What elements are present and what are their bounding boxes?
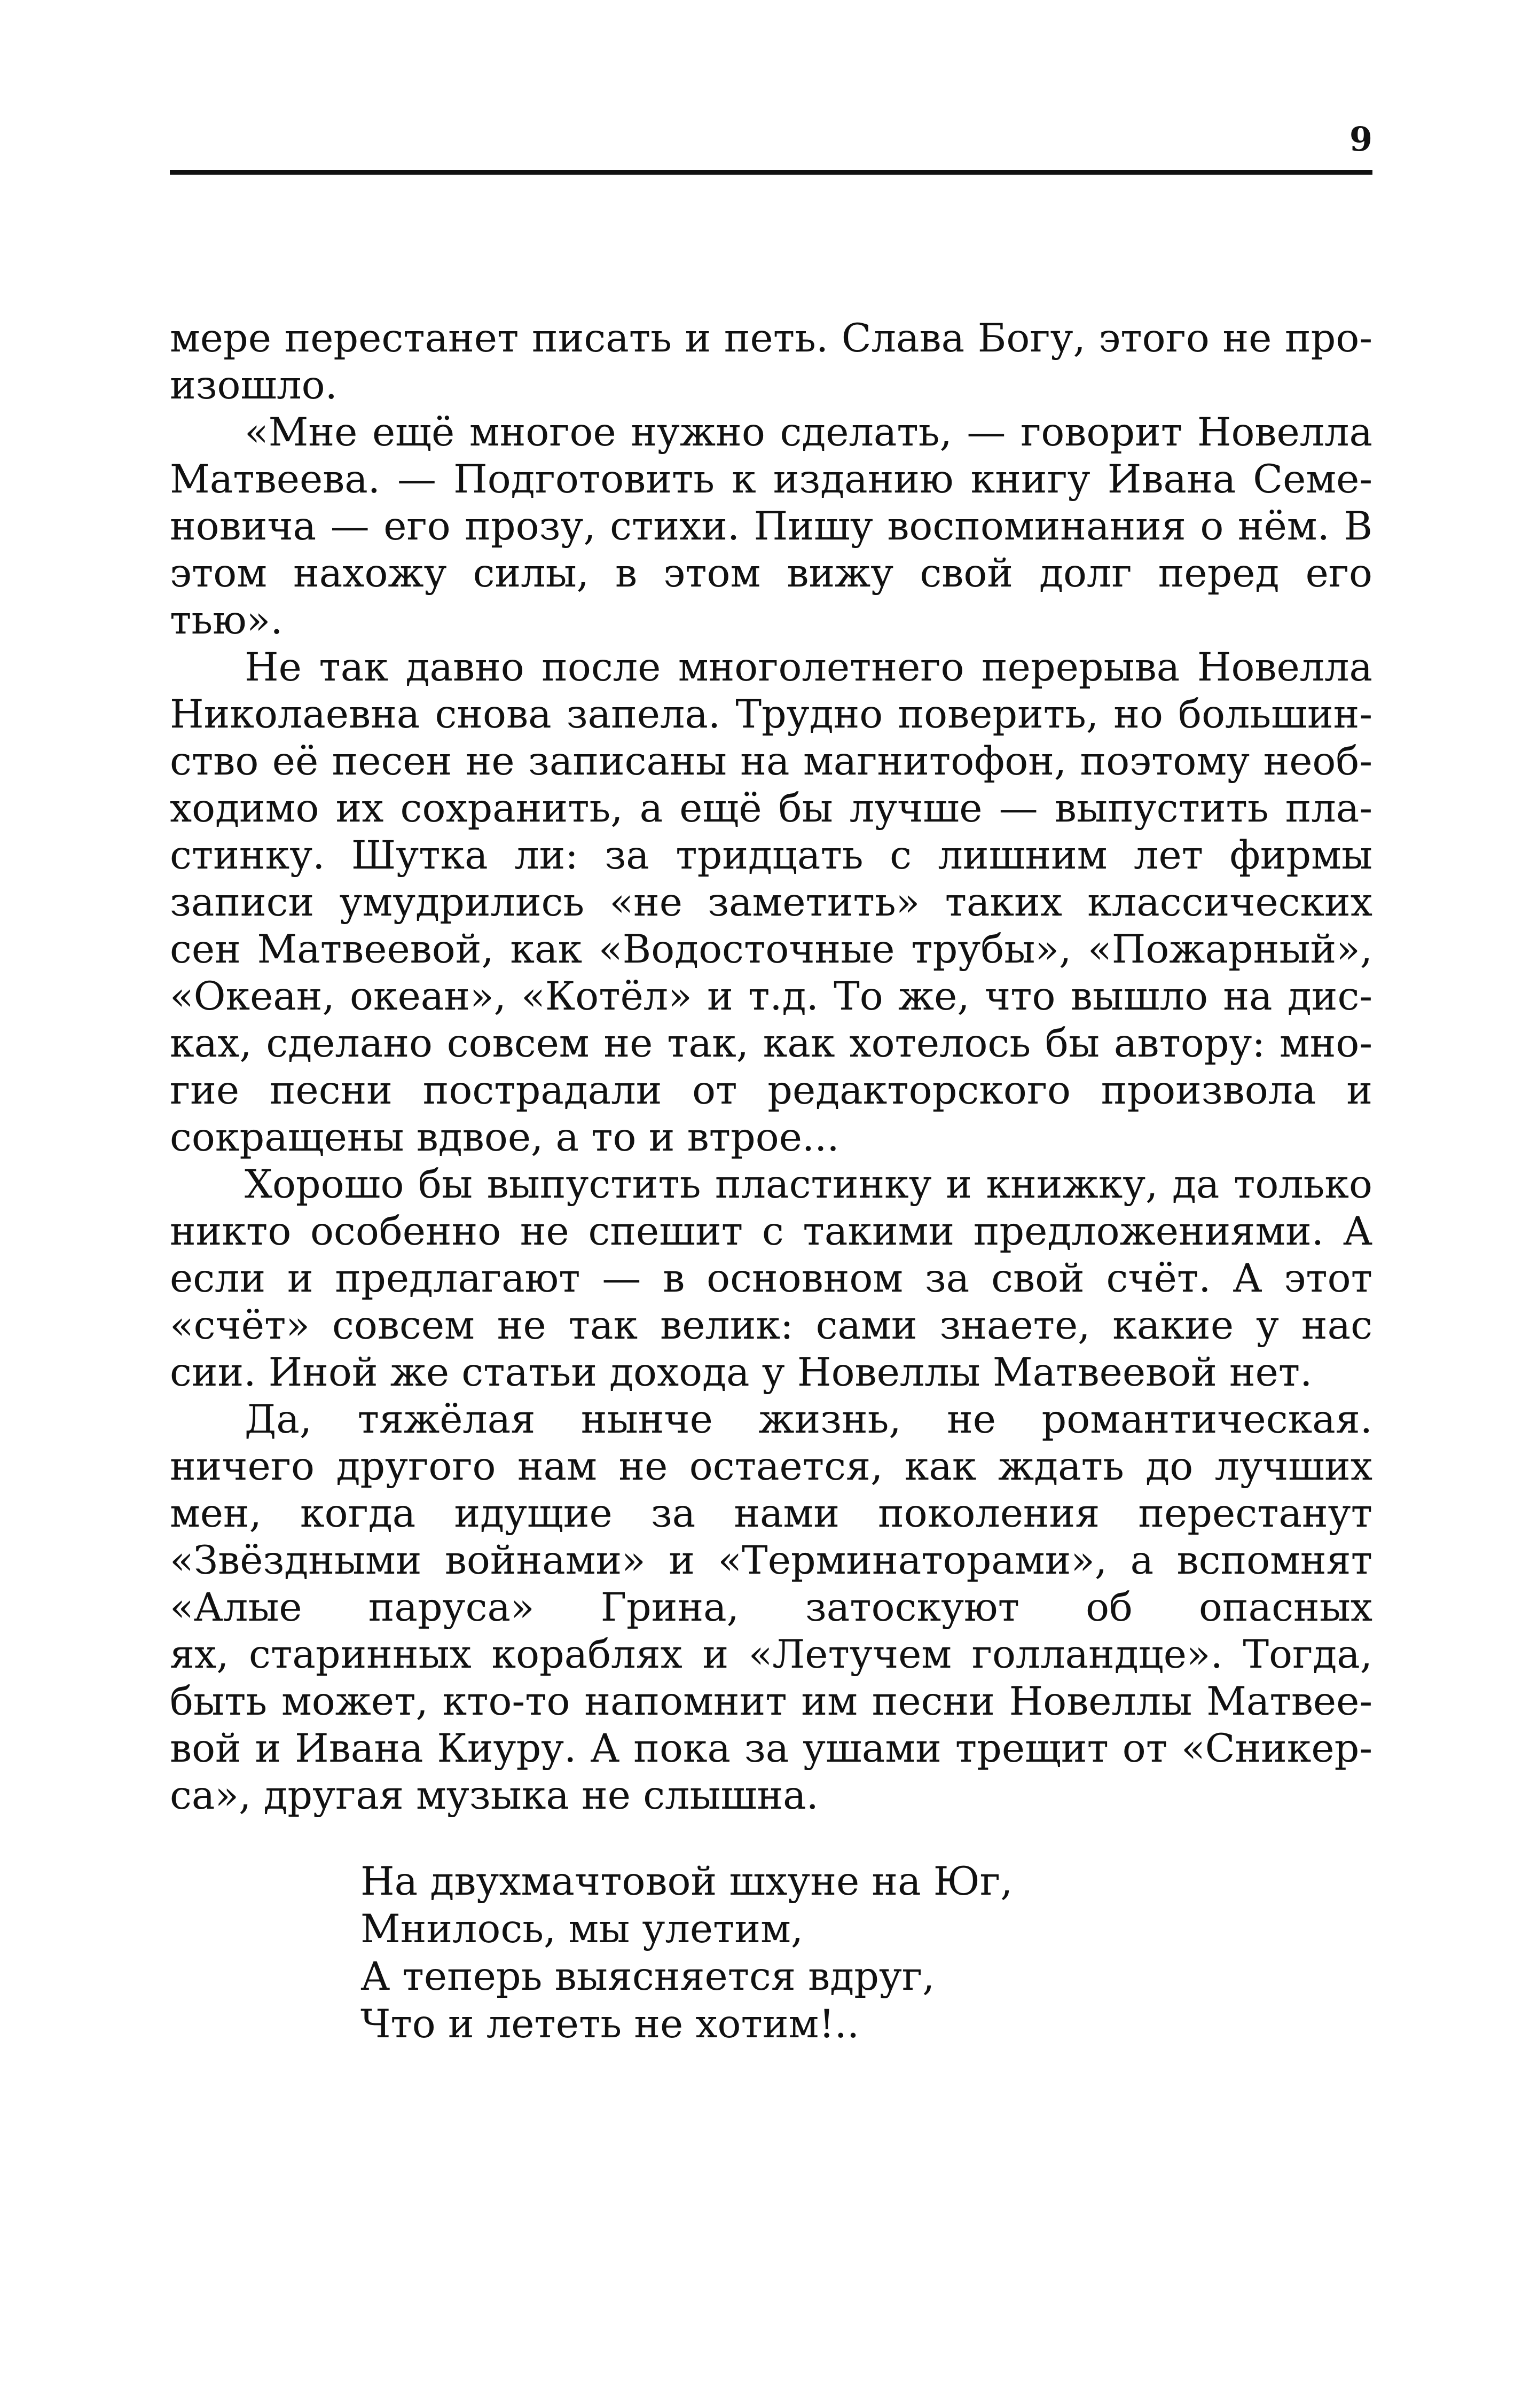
text-line: «Звёздными войнами» и «Терминаторами», а вспомнят <box>170 1538 1372 1583</box>
text-line: «Океан, океан», «Котёл» и т.д. То же, что вышло на дис- <box>170 974 1372 1019</box>
poem-stanza <box>360 1858 1162 2048</box>
text-line: если и предлагают — в основном за свой счёт. А этот <box>170 1256 1372 1301</box>
text-line: Да, тяжёлая нынче жизнь, не романтическая. <box>245 1397 1372 1442</box>
text-line: ство её песен не записаны на магнитофон, поэтому необ- <box>170 739 1372 784</box>
text-line: сен Матвеевой, как «Водосточные трубы», «Пожарный», <box>170 927 1372 972</box>
poem-line: А теперь выясняется вдруг, <box>360 1954 935 1999</box>
text-line: Матвеева. — Подготовить к изданию книгу Ивана Семе- <box>170 457 1372 502</box>
poem-line: Что и лететь не хотим!.. <box>360 2002 860 2047</box>
text-line: «Алые паруса» Грина, затоскуют об опасных <box>170 1585 1372 1630</box>
text-line: вой и Ивана Киуру. А пока за ушами трещит от «Сникер- <box>170 1726 1372 1771</box>
poem-line: На двухмачтовой шхуне на Юг, <box>360 1859 1013 1904</box>
text-line: са», другая музыка не слышна. <box>170 1773 819 1818</box>
text-line: Хорошо бы выпустить пластинку и книжку, да только <box>245 1162 1372 1207</box>
text-line: никто особенно не спешит с такими предложениями. А <box>170 1209 1372 1254</box>
text-line: мен, когда идущие за нами поколения перестанут <box>170 1491 1372 1536</box>
text-line: ках, сделано совсем не так, как хотелось бы автору: мно- <box>170 1021 1372 1066</box>
text-line: мере перестанет писать и петь. Слава Богу, этого не про- <box>170 316 1372 361</box>
text-line: тью». <box>170 598 283 643</box>
text-line: Не так давно после многолетнего перерыва Новелла <box>245 645 1372 690</box>
text-line: стинку. Шутка ли: за тридцать с лишним лет фирмы <box>170 833 1372 878</box>
poem-line: Мнилось, мы улетим, <box>360 1906 804 1952</box>
text-line: записи умудрились «не заметить» таких классических <box>170 880 1372 925</box>
text-line: этом нахожу силы, в этом вижу свой долг перед его <box>170 551 1372 596</box>
page-number: 9 <box>1349 120 1372 159</box>
header-rule <box>170 170 1372 175</box>
text-line: гие песни пострадали от редакторского произвола и <box>170 1068 1372 1113</box>
body-text <box>170 315 1372 1819</box>
text-line: ходимо их сохранить, а ещё бы лучше — выпустить пла- <box>170 786 1372 831</box>
text-line: сокращены вдвое, а то и втрое... <box>170 1115 839 1160</box>
text-line: изошло. <box>170 363 338 408</box>
text-line: Николаевна снова запела. Трудно поверить, но большин- <box>170 692 1372 737</box>
text-line: ях, старинных кораблях и «Летучем голландце». Тогда, <box>170 1632 1372 1677</box>
text-line: быть может, кто-то напомнит им песни Новеллы Матвее- <box>170 1679 1372 1724</box>
text-line: новича — его прозу, стихи. Пишу воспоминания о нём. В <box>170 504 1372 549</box>
text-line: «счёт» совсем не так велик: сами знаете, какие у нас <box>170 1303 1372 1348</box>
text-line: ничего другого нам не остается, как ждать до лучших <box>170 1444 1372 1489</box>
text-line: «Мне ещё многое нужно сделать, — говорит Новелла <box>245 410 1372 455</box>
text-line: сии. Иной же статьи дохода у Новеллы Матвеевой нет. <box>170 1350 1313 1395</box>
